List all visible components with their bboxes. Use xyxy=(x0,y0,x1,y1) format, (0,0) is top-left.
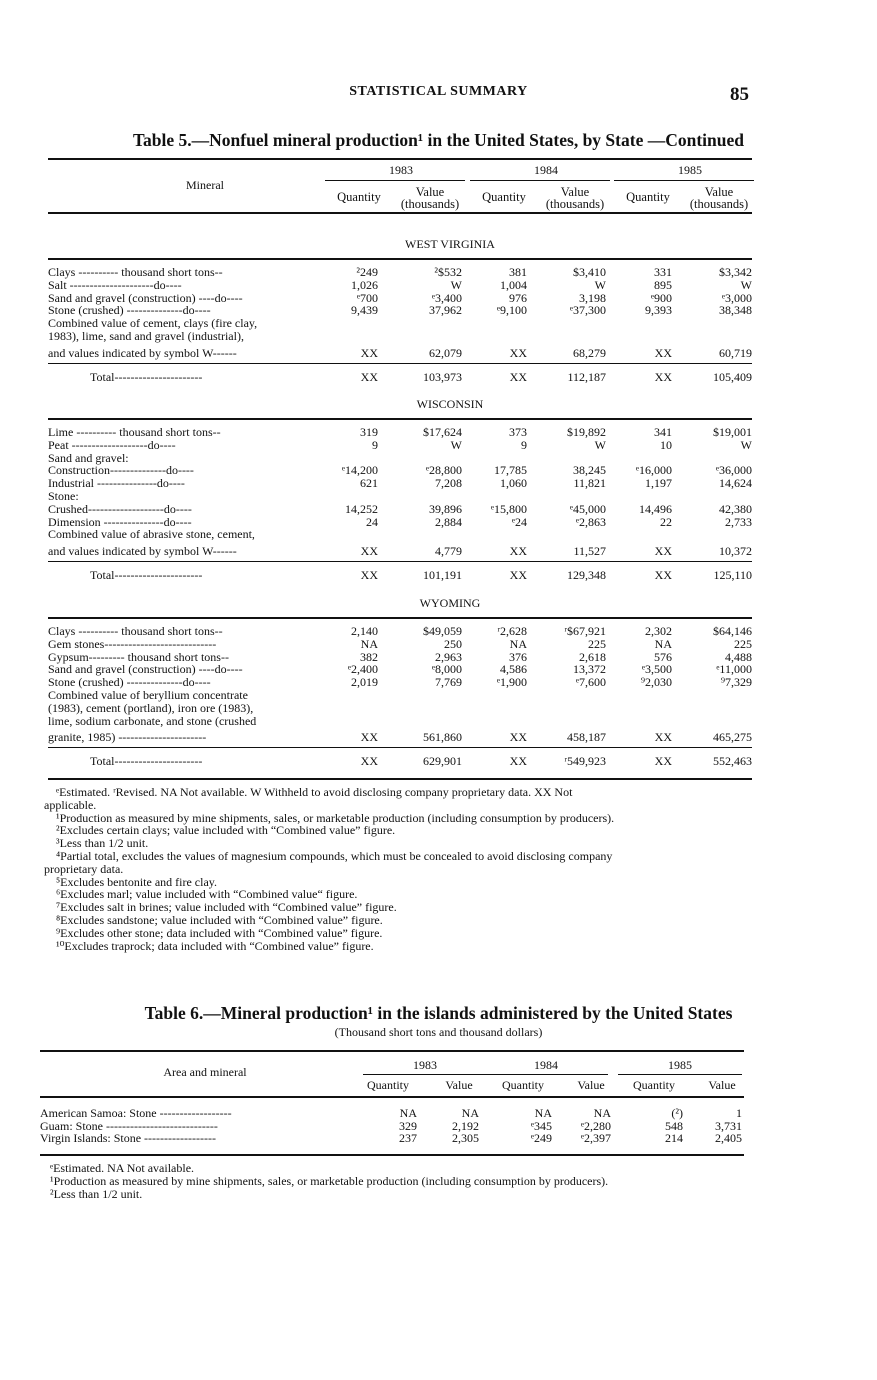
data-cell: 548 xyxy=(665,1118,683,1133)
data-cell: 4,488 xyxy=(725,649,752,664)
row-label: Combined value of beryllium concentrate xyxy=(48,689,248,702)
row-label: Sand and gravel (construction) ----do---- xyxy=(48,291,243,305)
footnote: ¹Production as measured by mine shipments, sales, or marketable production (including consumption by producers). xyxy=(56,810,615,825)
mineral-header: Mineral xyxy=(186,178,224,192)
data-cell: 3,731 xyxy=(715,1118,742,1133)
total-cell: 125,110 xyxy=(713,568,752,582)
row-label: granite, 1985) ---------------------- xyxy=(48,731,207,745)
data-cell: W xyxy=(450,277,462,292)
footnote: ⁴Partial total, excludes the values of magnesium compounds, which must be concealed to avoid disclosing company xyxy=(56,849,613,863)
data-cell: 1 xyxy=(736,1106,742,1120)
data-cell: $19,892 xyxy=(567,425,606,439)
data-cell: NA xyxy=(593,1106,611,1120)
data-cell: XX xyxy=(360,345,378,360)
data-cell: 621 xyxy=(360,476,378,491)
data-cell: ᵉ36,000 xyxy=(715,463,752,478)
data-cell: 62,079 xyxy=(429,345,462,360)
data-cell: NA xyxy=(509,636,527,651)
data-cell: 1,004 xyxy=(500,277,527,292)
data-cell: 2,963 xyxy=(435,649,462,664)
data-cell: $17,624 xyxy=(423,425,462,439)
data-cell: ᵉ16,000 xyxy=(635,463,672,478)
data-cell: 2,733 xyxy=(725,514,752,529)
value-sub-header: (thousands) xyxy=(400,197,460,211)
year-rule xyxy=(470,180,610,181)
total-cell: XX xyxy=(654,568,672,582)
year-header: 1984 xyxy=(534,163,558,177)
top-rule xyxy=(40,1050,744,1052)
data-cell: ᵉ14,200 xyxy=(341,463,378,478)
table5-title: Table 5.—Nonfuel mineral production¹ in the United States, by State —Continued xyxy=(132,130,744,150)
row-label: (1983), cement (portland), iron ore (1983), xyxy=(48,701,254,715)
data-cell: $3,342 xyxy=(719,265,752,279)
data-cell: 382 xyxy=(360,649,378,664)
running-title: STATISTICAL SUMMARY xyxy=(349,84,528,99)
subtotal-rule xyxy=(48,363,752,364)
row-label: Guam: Stone ---------------------------- xyxy=(40,1119,218,1133)
data-cell: ᵉ24 xyxy=(511,514,527,529)
year-rule xyxy=(484,1074,608,1075)
data-cell: 1,197 xyxy=(645,476,672,491)
data-cell: 2,019 xyxy=(351,675,378,690)
data-cell: ᵉ2,400 xyxy=(347,662,378,677)
data-cell: 373 xyxy=(509,425,527,439)
footnote: ⁹Excludes other stone; data included with “Combined value” figure. xyxy=(56,925,383,940)
total-cell: XX xyxy=(360,369,378,384)
data-cell: 7,208 xyxy=(435,476,462,491)
data-cell: 2,192 xyxy=(452,1118,479,1133)
footnote: ¹Production as measured by mine shipments, sales, or marketable production (including consumption by producers). xyxy=(50,1173,609,1188)
state-rule xyxy=(48,418,752,420)
data-cell: $64,146 xyxy=(713,624,752,638)
value-header: Value xyxy=(415,185,445,199)
data-cell: ᵉ249 xyxy=(530,1131,552,1145)
data-cell: NA xyxy=(360,636,378,651)
header-rule xyxy=(48,212,752,214)
total-cell: XX xyxy=(509,568,527,582)
footnote: ⁷Excludes salt in brines; value included with “Combined value” figure. xyxy=(56,900,397,915)
total-cell: 101,191 xyxy=(423,568,462,582)
data-cell: 225 xyxy=(588,636,606,651)
row-label: and values indicated by symbol W------ xyxy=(48,346,237,360)
data-cell: 2,140 xyxy=(351,624,378,638)
footnote: ⁵Excludes bentonite and fire clay. xyxy=(56,874,218,889)
row-label: Dimension ---------------do---- xyxy=(48,515,192,529)
data-cell: 561,860 xyxy=(423,730,462,745)
data-cell: 24 xyxy=(366,514,378,529)
data-cell: ʳ2,628 xyxy=(497,624,527,638)
row-label: and values indicated by symbol W------ xyxy=(48,545,237,559)
data-cell: 10,372 xyxy=(719,544,752,559)
total-cell: XX xyxy=(360,568,378,582)
footnote: ²Excludes certain clays; value included with “Combined value” figure. xyxy=(56,823,396,838)
data-cell: ᵉ345 xyxy=(530,1118,552,1133)
value-header: Value xyxy=(445,1078,473,1092)
data-cell: $19,001 xyxy=(713,425,752,439)
data-cell: 2,405 xyxy=(715,1131,742,1145)
footnote: ⁶Excludes marl; value included with “Combined value“ figure. xyxy=(56,887,358,902)
data-cell: 319 xyxy=(360,425,378,439)
quantity-header: Quantity xyxy=(367,1078,409,1092)
data-cell: 39,896 xyxy=(429,501,462,516)
row-label: Lime ---------- thousand short tons-- xyxy=(48,426,221,439)
data-cell: W xyxy=(594,277,606,292)
data-cell: $49,059 xyxy=(423,624,462,638)
total-label: Total---------------------- xyxy=(90,370,203,384)
data-cell: NA xyxy=(399,1106,417,1120)
data-cell: W xyxy=(450,437,462,452)
value-sub-header: (thousands) xyxy=(545,197,605,211)
data-cell: 895 xyxy=(654,277,672,292)
data-cell: 2,618 xyxy=(579,649,606,664)
data-cell: ᵉ11,000 xyxy=(716,662,752,677)
data-cell: 1,026 xyxy=(351,277,378,292)
row-label: Sand and gravel: xyxy=(48,451,129,465)
table6-title: Table 6.—Mineral production¹ in the islands administered by the United States xyxy=(144,1003,733,1023)
data-cell: 3,198 xyxy=(579,290,606,305)
data-cell: 250 xyxy=(444,636,462,651)
value-header: Value xyxy=(704,185,734,199)
value-header: Value xyxy=(577,1078,605,1092)
top-rule xyxy=(48,158,752,160)
data-cell: NA xyxy=(654,636,672,651)
total-cell: 112,187 xyxy=(567,369,606,384)
total-cell: XX xyxy=(360,754,378,769)
data-cell: $3,410 xyxy=(573,265,606,279)
year-rule xyxy=(614,180,754,181)
data-cell: 9,393 xyxy=(645,303,672,318)
footnote: ³Less than 1/2 unit. xyxy=(56,836,149,851)
row-label: Clays ---------- thousand short tons-- xyxy=(48,625,223,638)
bottom-rule xyxy=(48,778,752,780)
data-cell: NA xyxy=(461,1106,479,1120)
row-label: Crushed-------------------do---- xyxy=(48,502,192,516)
total-cell: 105,409 xyxy=(713,369,752,384)
footnote: ²Less than 1/2 unit. xyxy=(50,1186,143,1201)
data-cell: (²) xyxy=(671,1106,683,1120)
footnote: ⁸Excludes sandstone; value included with “Combined value” figure. xyxy=(56,913,383,927)
data-cell: 1,060 xyxy=(500,476,527,491)
data-cell: XX xyxy=(509,345,527,360)
footnote: ¹⁰Excludes traprock; data included with “Combined value” figure. xyxy=(56,938,374,953)
data-cell: 225 xyxy=(734,636,752,651)
row-label: Clays ---------- thousand short tons-- xyxy=(48,266,223,279)
row-label: 1983), lime, sand and gravel (industrial), xyxy=(48,330,244,343)
quantity-header: Quantity xyxy=(502,1078,544,1092)
total-cell: XX xyxy=(509,369,527,384)
data-cell: W xyxy=(740,437,752,452)
state-rule xyxy=(48,617,752,619)
data-cell: 4,779 xyxy=(435,544,462,559)
row-label: Industrial ---------------do---- xyxy=(48,477,185,491)
value-header: Value xyxy=(708,1078,736,1092)
data-cell: 976 xyxy=(509,290,527,305)
footnote: applicable. xyxy=(44,797,97,812)
data-cell: W xyxy=(594,437,606,452)
row-label: Construction--------------do---- xyxy=(48,464,194,478)
data-cell: 9,439 xyxy=(351,303,378,318)
data-cell: ᵉ37,300 xyxy=(569,303,606,318)
total-cell: XX xyxy=(654,754,672,769)
total-cell: 552,463 xyxy=(713,754,752,769)
row-label: Stone (crushed) --------------do---- xyxy=(48,676,211,690)
data-cell: 14,252 xyxy=(345,501,378,516)
value-sub-header: (thousands) xyxy=(689,197,749,211)
data-cell: 4,586 xyxy=(500,662,527,677)
row-label: Gem stones---------------------------- xyxy=(48,637,217,651)
data-cell: 38,348 xyxy=(719,303,752,318)
data-cell: ²$532 xyxy=(434,265,462,279)
data-cell: 329 xyxy=(399,1118,417,1133)
value-header: Value xyxy=(560,185,590,199)
data-cell: XX xyxy=(654,544,672,559)
data-cell: 17,785 xyxy=(494,463,527,478)
quantity-header: Quantity xyxy=(337,190,381,204)
bottom-rule xyxy=(40,1154,744,1156)
data-cell: ᵉ2,397 xyxy=(580,1131,611,1145)
area-header: Area and mineral xyxy=(163,1065,247,1079)
data-cell: 331 xyxy=(654,265,672,279)
row-label: Stone: xyxy=(48,490,79,503)
row-label: lime, sodium carbonate, and stone (crushed xyxy=(48,714,257,728)
page-number: 85 xyxy=(730,84,749,105)
year-header: 1985 xyxy=(678,163,702,177)
data-cell: ᵉ3,500 xyxy=(641,662,672,677)
data-cell: ⁹7,329 xyxy=(720,675,752,690)
data-cell: 2,302 xyxy=(645,624,672,638)
quantity-header: Quantity xyxy=(626,190,670,204)
quantity-header: Quantity xyxy=(633,1078,675,1092)
data-cell: 458,187 xyxy=(567,730,606,745)
data-cell: ᵉ700 xyxy=(356,290,378,305)
data-cell: NA xyxy=(534,1106,552,1120)
data-cell: 11,527 xyxy=(573,544,606,559)
footnote: proprietary data. xyxy=(44,861,124,876)
row-label: Stone (crushed) --------------do---- xyxy=(48,304,211,318)
data-cell: ᵉ45,000 xyxy=(569,501,606,516)
data-cell: 11,821 xyxy=(573,476,606,491)
year-rule xyxy=(363,1074,487,1075)
data-cell: ᵉ8,000 xyxy=(431,662,462,677)
data-cell: ᵉ1,900 xyxy=(496,675,527,690)
data-cell: ᵉ28,800 xyxy=(425,463,462,478)
data-cell: XX xyxy=(360,730,378,745)
year-header: 1984 xyxy=(534,1058,558,1072)
footnote: ᵉEstimated. NA Not available. xyxy=(50,1161,195,1175)
state-heading: WEST VIRGINIA xyxy=(405,237,495,251)
data-cell: 60,719 xyxy=(719,345,752,360)
data-cell: 42,380 xyxy=(719,501,752,516)
data-cell: 9 xyxy=(521,437,527,452)
data-cell: 2,884 xyxy=(435,514,462,529)
total-cell: 129,348 xyxy=(567,568,606,582)
total-cell: 103,973 xyxy=(423,369,462,384)
data-cell: ⁹2,030 xyxy=(640,675,672,690)
data-cell: ᵉ2,863 xyxy=(575,514,606,529)
data-cell: 9 xyxy=(372,437,378,452)
row-label: American Samoa: Stone ------------------ xyxy=(40,1107,232,1120)
data-cell: 14,496 xyxy=(639,501,672,516)
total-cell: ʳ549,923 xyxy=(564,754,606,769)
data-cell: 7,769 xyxy=(435,675,462,690)
total-cell: XX xyxy=(654,369,672,384)
data-cell: 576 xyxy=(654,649,672,664)
year-header: 1983 xyxy=(389,163,413,177)
data-cell: W xyxy=(740,277,752,292)
data-cell: XX xyxy=(654,730,672,745)
total-cell: XX xyxy=(509,754,527,769)
data-cell: ʳ$67,921 xyxy=(564,624,606,638)
year-rule xyxy=(618,1074,742,1075)
subtotal-rule xyxy=(48,561,752,562)
data-cell: XX xyxy=(509,730,527,745)
row-label: Gypsum--------- thousand short tons-- xyxy=(48,650,229,664)
data-cell: 13,372 xyxy=(573,662,606,677)
data-cell: ᵉ3,000 xyxy=(721,290,752,305)
data-cell: 22 xyxy=(660,514,672,529)
data-cell: 214 xyxy=(665,1131,683,1145)
data-cell: 465,275 xyxy=(713,730,752,745)
year-header: 1985 xyxy=(668,1058,692,1072)
data-cell: XX xyxy=(360,544,378,559)
footnote: ᵉEstimated. ʳRevised. NA Not available. W Withheld to avoid disclosing company proprietary data. XX Not xyxy=(56,785,573,799)
table6-subtitle: (Thousand short tons and thousand dollars) xyxy=(334,1025,543,1039)
state-heading: WISCONSIN xyxy=(416,397,484,411)
data-cell: ᵉ3,400 xyxy=(431,290,462,305)
total-label: Total---------------------- xyxy=(90,569,203,582)
data-cell: 2,305 xyxy=(452,1131,479,1145)
data-cell: XX xyxy=(654,345,672,360)
data-cell: XX xyxy=(509,544,527,559)
data-cell: ᵉ7,600 xyxy=(575,675,606,690)
year-rule xyxy=(325,180,465,181)
data-cell: 237 xyxy=(399,1131,417,1145)
data-cell: 37,962 xyxy=(429,303,462,318)
header-rule xyxy=(40,1096,744,1098)
row-label: Salt ---------------------do---- xyxy=(48,278,182,292)
data-cell: ᵉ900 xyxy=(650,290,672,305)
data-cell: ²249 xyxy=(356,265,378,279)
data-cell: 341 xyxy=(654,425,672,439)
data-cell: 10 xyxy=(660,437,672,452)
total-label: Total---------------------- xyxy=(90,755,203,769)
row-label: Peat -------------------do---- xyxy=(48,438,176,452)
data-cell: 14,624 xyxy=(719,476,752,491)
data-cell: ᵉ15,800 xyxy=(490,501,527,516)
year-header: 1983 xyxy=(413,1058,437,1072)
total-cell: 629,901 xyxy=(423,754,462,769)
row-label: Sand and gravel (construction) ----do---- xyxy=(48,663,243,677)
data-cell: 68,279 xyxy=(573,345,606,360)
quantity-header: Quantity xyxy=(482,190,526,204)
row-label: Combined value of abrasive stone, cement, xyxy=(48,528,255,542)
row-label: Combined value of cement, clays (fire clay, xyxy=(48,317,258,331)
state-rule xyxy=(48,258,752,260)
row-label: Virgin Islands: Stone ------------------ xyxy=(40,1132,216,1145)
data-cell: 381 xyxy=(509,265,527,279)
data-cell: 38,245 xyxy=(573,463,606,478)
data-cell: ᵉ9,100 xyxy=(496,303,527,318)
data-cell: ᵉ2,280 xyxy=(580,1118,611,1133)
state-heading: WYOMING xyxy=(419,596,481,610)
subtotal-rule xyxy=(48,747,752,748)
data-cell: 376 xyxy=(509,649,527,664)
